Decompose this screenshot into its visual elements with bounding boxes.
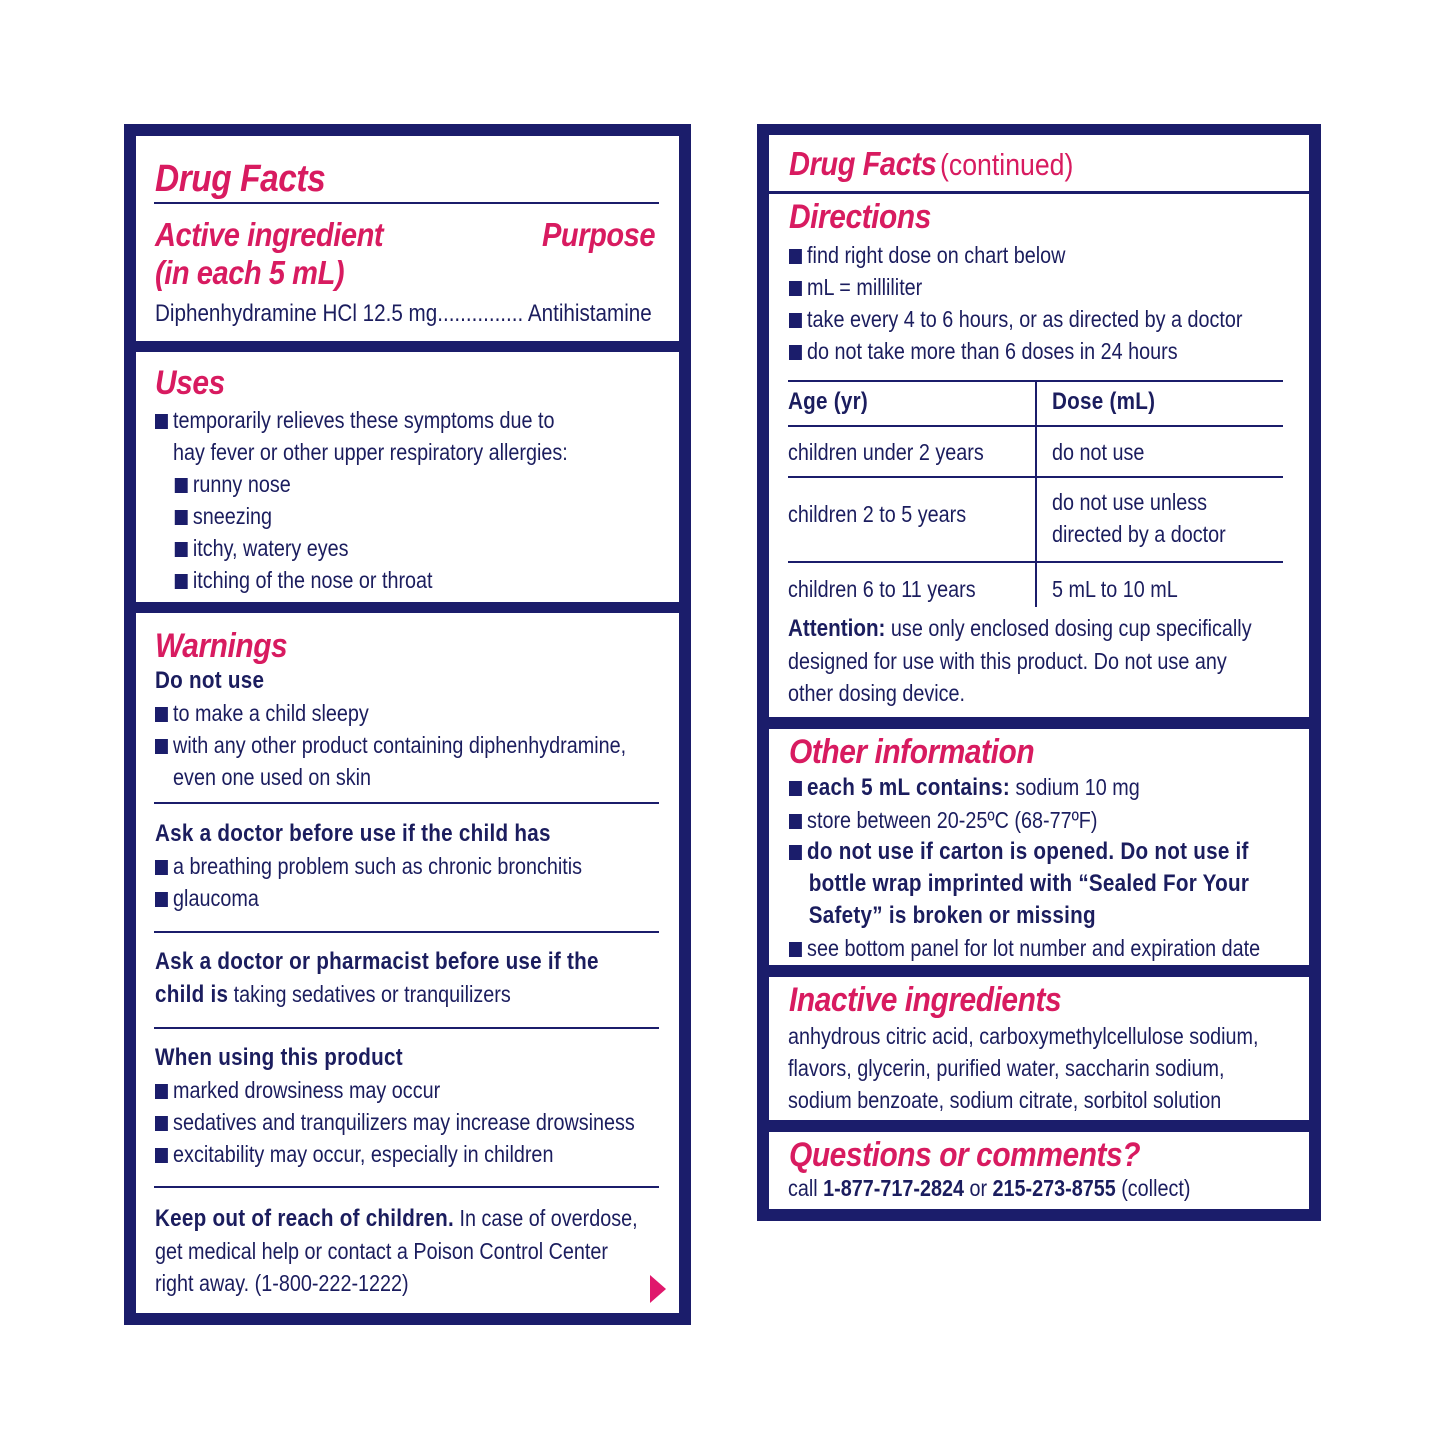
- keep-out-section: [155, 1202, 716, 1299]
- table-cell-dose: do not use unless: [1052, 489, 1208, 515]
- other-info-list: [789, 771, 1337, 964]
- drug-facts-title: Drug Facts: [789, 145, 937, 182]
- keep-out-line: get medical help or contact a Poison Control Center: [155, 1238, 608, 1264]
- uses-item: runny nose: [155, 468, 568, 500]
- warnings-divider: [154, 802, 659, 804]
- do-not-use-heading: Do not use: [155, 667, 265, 694]
- info-item-cont: Safety” is broken or missing: [808, 902, 1096, 929]
- questions-heading: Questions or comments?: [789, 1136, 1141, 1174]
- uses-item: itchy, watery eyes: [155, 532, 568, 564]
- bullet-icon: [789, 942, 802, 957]
- table-cell-age: children under 2 years: [788, 439, 984, 465]
- info-item: each 5 mL contains: sodium 10 mg: [789, 771, 1260, 804]
- drug-facts-title: Drug Facts: [155, 158, 326, 200]
- bullet-icon: [155, 1116, 168, 1131]
- warning-item: with any other product containing diphenhydramine,: [155, 729, 626, 761]
- directions-heading: Directions: [789, 198, 931, 236]
- warnings-box: [136, 613, 679, 1313]
- bullet-icon: [789, 814, 802, 829]
- do-not-use-section: [155, 665, 703, 793]
- info-item-cont: bottle wrap imprinted with “Sealed For Your: [808, 870, 1250, 897]
- table-cell-dose-cont: directed by a doctor: [1052, 521, 1226, 547]
- table-cell-dose: 5 mL to 10 mL: [1052, 576, 1178, 602]
- bullet-icon: [175, 510, 188, 525]
- table-cell-dose: do not use: [1052, 439, 1145, 465]
- active-ingredient-box: [136, 136, 679, 341]
- title-divider: [154, 202, 659, 204]
- bullet-icon: [155, 860, 168, 875]
- table-header-dose: Dose (mL): [1052, 388, 1156, 415]
- ask-doctor-heading: Ask a doctor before use if the child has: [155, 820, 551, 847]
- phone-number[interactable]: 1-877-717-2824: [823, 1175, 964, 1201]
- warning-item: a breathing problem such as chronic bronchitis: [155, 850, 582, 882]
- uses-intro-cont: hay fever or other upper respiratory allergies:: [173, 439, 568, 465]
- ask-pharmacist-section: [155, 946, 671, 1011]
- bullet-icon: [155, 707, 168, 722]
- bullet-icon: [789, 345, 802, 360]
- bullet-icon: [175, 478, 188, 493]
- warnings-heading: Warnings: [155, 627, 288, 665]
- info-item: store between 20-25ºC (68-77ºF): [789, 804, 1260, 836]
- uses-item: itching of the nose or throat: [155, 564, 568, 596]
- bullet-icon: [155, 892, 168, 907]
- bullet-icon: [155, 739, 168, 754]
- info-item: see bottom panel for lot number and expiration date: [789, 932, 1260, 964]
- leader-dots: ...............: [437, 300, 524, 327]
- keep-out-line: Keep out of reach of children. In case of overdose,: [155, 1205, 638, 1232]
- when-using-section: [155, 1042, 713, 1170]
- ingredient-purpose: Antihistamine: [527, 300, 652, 327]
- questions-box: [769, 1132, 1309, 1209]
- uses-box: [136, 352, 679, 602]
- bullet-icon: [789, 845, 802, 860]
- inactive-ingredients-list: anhydrous citric acid, carboxymethylcellulose sodium, flavors, glycerin, purified water, saccharin sodium, sodium benzoate, sodium citrate, sorbitol solution: [788, 1023, 1259, 1113]
- other-information-heading: Other information: [789, 733, 1035, 771]
- warning-item: glaucoma: [155, 882, 582, 914]
- uses-intro: temporarily relieves these symptoms due to: [155, 404, 568, 436]
- continued-title: [789, 145, 1095, 183]
- bullet-icon: [155, 1148, 168, 1163]
- warning-item: sedatives and tranquilizers may increase drowsiness: [155, 1106, 635, 1138]
- direction-item: do not take more than 6 doses in 24 hours: [789, 335, 1242, 367]
- bullet-icon: [789, 781, 802, 796]
- directions-box: [769, 135, 1309, 717]
- title-divider: [769, 191, 1309, 194]
- ask-pharmacist-text: child is taking sedatives or tranquilizers: [155, 981, 511, 1008]
- ask-pharmacist-heading: Ask a doctor or pharmacist before use if the: [155, 948, 599, 975]
- when-using-heading: When using this product: [155, 1044, 403, 1071]
- direction-item: find right dose on chart below: [789, 239, 1242, 271]
- warning-item: to make a child sleepy: [155, 697, 626, 729]
- attention-note: Attention: use only enclosed dosing cup specifically designed for use with this product. Do not use any other dosing device.: [788, 615, 1252, 706]
- active-ingredient-heading: Active ingredient: [155, 216, 384, 253]
- continued-label: (continued): [940, 147, 1074, 182]
- purpose-heading: Purpose: [542, 216, 656, 253]
- warning-item-cont: even one used on skin: [173, 764, 372, 790]
- warnings-divider: [154, 931, 659, 933]
- right-drug-facts-panel: [757, 124, 1321, 1221]
- warnings-divider: [154, 1027, 659, 1029]
- directions-list: [789, 239, 1316, 367]
- bullet-icon: [789, 249, 802, 264]
- inactive-ingredients-box: [769, 977, 1309, 1120]
- bullet-icon: [155, 414, 168, 429]
- ask-doctor-section: [155, 818, 652, 914]
- left-drug-facts-panel: [124, 124, 691, 1325]
- uses-list: [155, 404, 635, 596]
- keep-out-line: right away. (1-800-222-1222): [155, 1270, 409, 1296]
- ingredient-row: [155, 298, 652, 330]
- table-cell-age: children 2 to 5 years: [788, 501, 967, 527]
- other-information-box: [769, 729, 1309, 965]
- table-header-age: Age (yr): [788, 388, 869, 415]
- continue-arrow-icon: [650, 1275, 666, 1303]
- inactive-ingredients-heading: Inactive ingredients: [789, 981, 1062, 1019]
- bullet-icon: [175, 574, 188, 589]
- table-column-divider: [1035, 380, 1037, 607]
- table-cell-age: children 6 to 11 years: [788, 576, 976, 602]
- direction-item: take every 4 to 6 hours, or as directed by a doctor: [789, 303, 1242, 335]
- direction-item: mL = milliliter: [789, 271, 1242, 303]
- bullet-icon: [155, 1084, 168, 1099]
- warning-item: marked drowsiness may occur: [155, 1074, 635, 1106]
- bullet-icon: [789, 281, 802, 296]
- uses-item: sneezing: [155, 500, 568, 532]
- active-ingredient-subheading: (in each 5 mL): [155, 254, 345, 291]
- ingredient-name: Diphenhydramine HCl 12.5 mg: [155, 300, 438, 327]
- warnings-divider: [154, 1186, 659, 1188]
- bullet-icon: [175, 542, 188, 557]
- warning-item: excitability may occur, especially in children: [155, 1138, 635, 1170]
- bullet-icon: [789, 313, 802, 328]
- phone-number-collect[interactable]: 215-273-8755: [992, 1175, 1116, 1201]
- info-item: do not use if carton is opened. Do not use if: [789, 836, 1260, 868]
- contact-line: call 1-877-717-2824 or 215-273-8755 (collect): [788, 1175, 1191, 1201]
- uses-heading: Uses: [155, 364, 225, 402]
